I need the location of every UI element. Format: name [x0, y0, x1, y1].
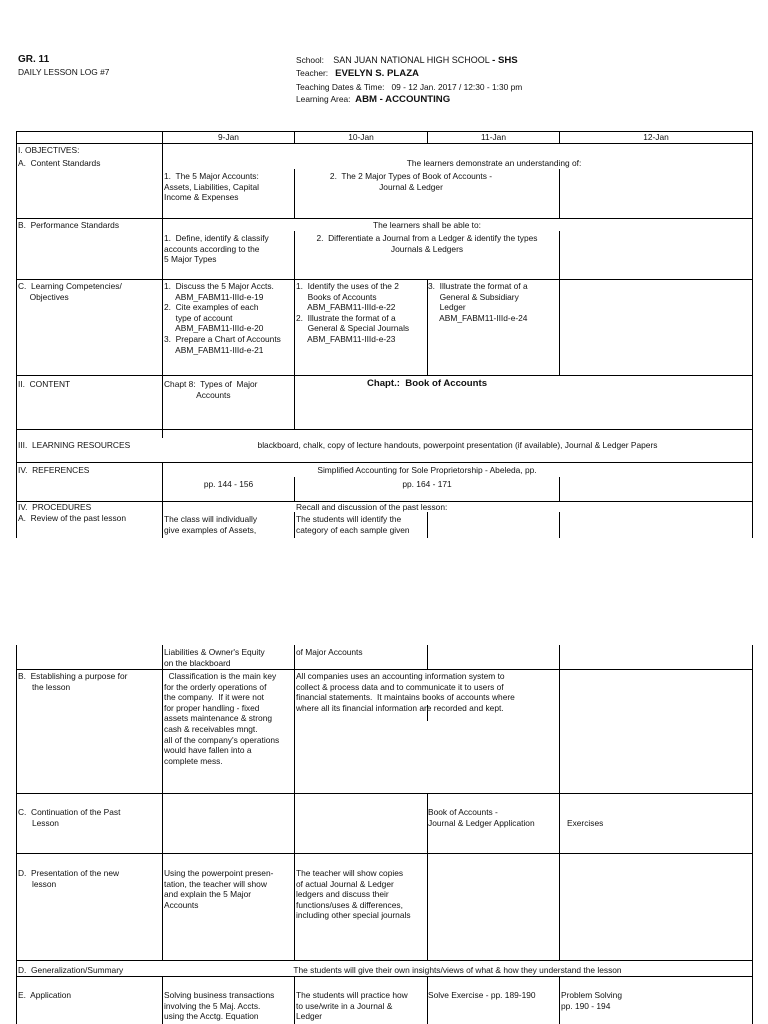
school-name: SAN JUAN NATIONAL HIGH SCHOOL [333, 55, 490, 65]
references-label: IV. REFERENCES [18, 465, 90, 475]
school-line [296, 54, 522, 67]
continuation-day4: Exercises [567, 818, 604, 828]
competencies-label: C. Learning Competencies/ Objectives [18, 281, 122, 302]
content-label: II. CONTENT [18, 379, 71, 389]
dates-label: Teaching Dates & Time: [296, 81, 385, 92]
generalization-label: D. Generalization/Summary [18, 965, 124, 975]
content-day1: Chapt 8: Types of Major Accounts [164, 379, 258, 400]
purpose-day1: Classification is the main key for the orderly operations of the company. If it were not for proper handling - fixed assets maintenance & strong cash & receivables mngt. all of the company's operations would have fallen into a complete mess. [164, 671, 280, 766]
performance-standards-day2: 2. Differentiate a Journal from a Ledger & identify the types Journals & Ledgers [316, 233, 538, 254]
continuation-label: C. Continuation of the Past Lesson [18, 807, 121, 828]
purpose-label: B. Establishing a purpose for the lesson [18, 671, 128, 692]
teacher-label: Teacher: [296, 68, 329, 79]
application-day3: Solve Exercise - pp. 189-190 [428, 990, 536, 1000]
teacher-name: EVELYN S. PLAZA [335, 68, 419, 80]
area-label: Learning Area: [296, 94, 351, 105]
grade-label: GR. 11 [18, 54, 50, 65]
generalization-all: The students will give their own insights/views of what & how they understand the lesson [293, 965, 622, 975]
competencies-day1: 1. Discuss the 5 Major Accts. ABM_FABM11-IIId-e-19 2. Cite examples of each type of account ABM_FABM11-IIId-e-20 3. Prepare a Chart of Accounts ABM_FABM11-IIId-e-21 [164, 281, 281, 355]
presentation-day1: Using the powerpoint presen- tation, the teacher will show and explain the 5 Major Accounts [164, 868, 274, 910]
school-suffix: - SHS [492, 55, 518, 66]
references-day1: pp. 144 - 156 [203, 479, 254, 489]
performance-standards-day1: 1. Define, identify & classify accounts according to the 5 Major Types [164, 233, 269, 265]
resources-label: III. LEARNING RESOURCES [18, 440, 131, 450]
area-line [296, 93, 522, 106]
review-label: A. Review of the past lesson [18, 513, 126, 523]
continuation-day3: Book of Accounts - Journal & Ledger Application [428, 807, 535, 828]
application-label: E. Application [18, 990, 72, 1000]
header-right [296, 54, 522, 107]
dates-value: 09 - 12 Jan. 2017 / 12:30 - 1:30 pm [391, 81, 523, 92]
references-all: Simplified Accounting for Sole Proprietorship - Abeleda, pp. [317, 465, 537, 475]
purpose-day2: All companies uses an accounting information system to collect & process data and to communicate it to users of financial statements. It maintains books of accounts where where all its financial information are recorded and kept. [296, 671, 515, 713]
area-value: ABM - ACCOUNTING [355, 94, 451, 106]
header-left [18, 54, 109, 78]
school-label: School: [296, 55, 324, 65]
performance-standards-label: B. Performance Standards [18, 220, 120, 230]
day-header-4: 12-Jan [643, 132, 669, 142]
application-day2: The students will practice how to use/write in a Journal & Ledger [296, 990, 408, 1022]
day-header-3: 11-Jan [481, 132, 506, 142]
review-day2-part1: The students will identify the category of each sample given [296, 514, 410, 535]
competencies-day2: 1. Identify the uses of the 2 Books of Accounts ABM_FABM11-IIId-e-22 2. Illustrate the format of a General & Special Journals ABM_FABM11-IIId-e-23 [296, 281, 410, 344]
presentation-day2: The teacher will show copies of actual Journal & Ledger ledgers and discuss their functions/uses & differences, including other special journals [296, 868, 411, 921]
content-standards-all: The learners demonstrate an understanding of: [406, 158, 582, 168]
content-standards-day1: 1. The 5 Major Accounts: Assets, Liabilities, Capital Income & Expenses [164, 171, 259, 203]
review-day2-part2: of Major Accounts [296, 647, 363, 657]
review-day1-part1: The class will individually give examples of Assets, [164, 514, 258, 535]
application-day1: Solving business transactions involving the 5 Maj. Accts. using the Acctg. Equation [164, 990, 275, 1022]
review-day1-part2: Liabilities & Owner's Equity on the blackboard [164, 647, 265, 668]
content-standards-label: A. Content Standards [18, 158, 101, 168]
performance-standards-all: The learners shall be able to: [372, 220, 481, 230]
presentation-label: D. Presentation of the new lesson [18, 868, 120, 889]
competencies-day3: 3. Illustrate the format of a General & Subsidiary Ledger ABM_FABM11-IIId-e-24 [428, 281, 528, 323]
references-day2: pp. 164 - 171 [402, 479, 452, 489]
procedures-label: IV. PROCEDURES [18, 502, 92, 512]
teacher-line [296, 67, 522, 80]
content-standards-day2: 2. The 2 Major Types of Book of Accounts - Journal & Ledger [329, 171, 493, 192]
lesson-log-title: DAILY LESSON LOG #7 [18, 67, 110, 77]
resources-all: blackboard, chalk, copy of lecture handouts, powerpoint presentation (if available), Journal & Ledger Papers [257, 440, 658, 450]
dates-line [296, 81, 522, 93]
application-day4: Problem Solving pp. 190 - 194 [561, 990, 622, 1011]
day-header-2: 10-Jan [348, 132, 374, 142]
content-day2: Chapt.: Book of Accounts [366, 378, 488, 389]
day-header-1: 9-Jan [218, 132, 239, 142]
objectives-label: I. OBJECTIVES: [18, 145, 80, 155]
review-all: Recall and discussion of the past lesson: [296, 502, 448, 512]
